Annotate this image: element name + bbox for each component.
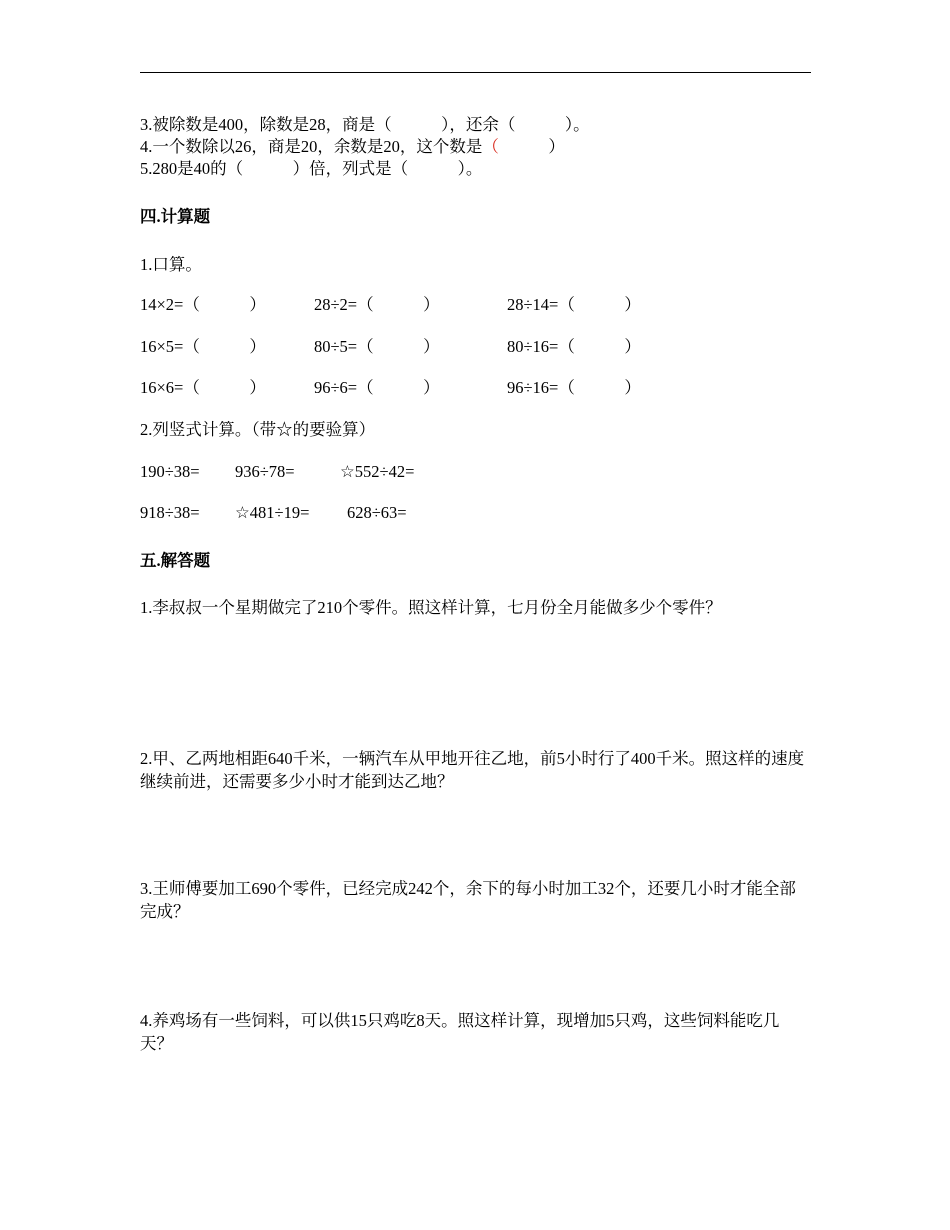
section-4-sub-2: 2.列竖式计算。（带☆的要验算） — [140, 420, 376, 439]
vertical-calc-item: ☆481÷19= — [235, 503, 310, 522]
vertical-calc-item: 190÷38= — [140, 462, 200, 481]
word-problem-2: 2.甲、乙两地相距640千米，一辆汽车从甲地开往乙地，前5小时行了400千米。照这样的速度继续前进，还需要多少小时才能到达乙地？ — [140, 749, 805, 791]
vertical-calc-item: 936÷78= — [235, 462, 295, 481]
oral-item: 14×2=（ ） — [140, 295, 266, 314]
header-rule — [140, 72, 811, 73]
oral-item: 96÷6=（ ） — [314, 378, 440, 397]
vertical-calc-item: 628÷63= — [347, 503, 407, 522]
oral-item: 16×6=（ ） — [140, 378, 266, 397]
question-4-text: 4.一个数除以26，商是20，余数是20，这个数是 — [140, 137, 483, 156]
vertical-calc-item: 918÷38= — [140, 503, 200, 522]
section-5-heading: 五.解答题 — [140, 551, 211, 570]
fill-in-question-5: 5.280是40的（ ）倍，列式是（ ）。 — [140, 159, 483, 178]
section-4-heading: 四.计算题 — [140, 207, 211, 226]
oral-item: 80÷5=（ ） — [314, 337, 440, 356]
word-problem-3: 3.王师傅要加工690个零件，已经完成242个，余下的每小时加工32个，还要几小时才能全部完成？ — [140, 879, 796, 921]
fill-in-question-3: 3.被除数是400，除数是28，商是（ ），还余（ ）。 — [140, 115, 590, 134]
word-problem-4: 4.养鸡场有一些饲料，可以供15只鸡吃8天。照这样计算，现增加5只鸡，这些饲料能吃几天？ — [140, 1011, 780, 1053]
oral-item: 16×5=（ ） — [140, 337, 266, 356]
oral-item: 28÷2=（ ） — [314, 295, 440, 314]
oral-item: 96÷16=（ ） — [507, 378, 641, 397]
question-4-open-paren: （ — [482, 137, 499, 156]
fill-in-question-4 — [140, 136, 565, 158]
oral-item: 28÷14=（ ） — [507, 295, 641, 314]
word-problem-1: 1.李叔叔一个星期做完了210个零件。照这样计算，七月份全月能做多少个零件？ — [140, 598, 722, 617]
oral-item: 80÷16=（ ） — [507, 337, 641, 356]
vertical-calc-item: ☆552÷42= — [340, 462, 415, 481]
section-4-sub-1: 1.口算。 — [140, 255, 202, 274]
question-4-close-paren: ） — [498, 137, 565, 156]
